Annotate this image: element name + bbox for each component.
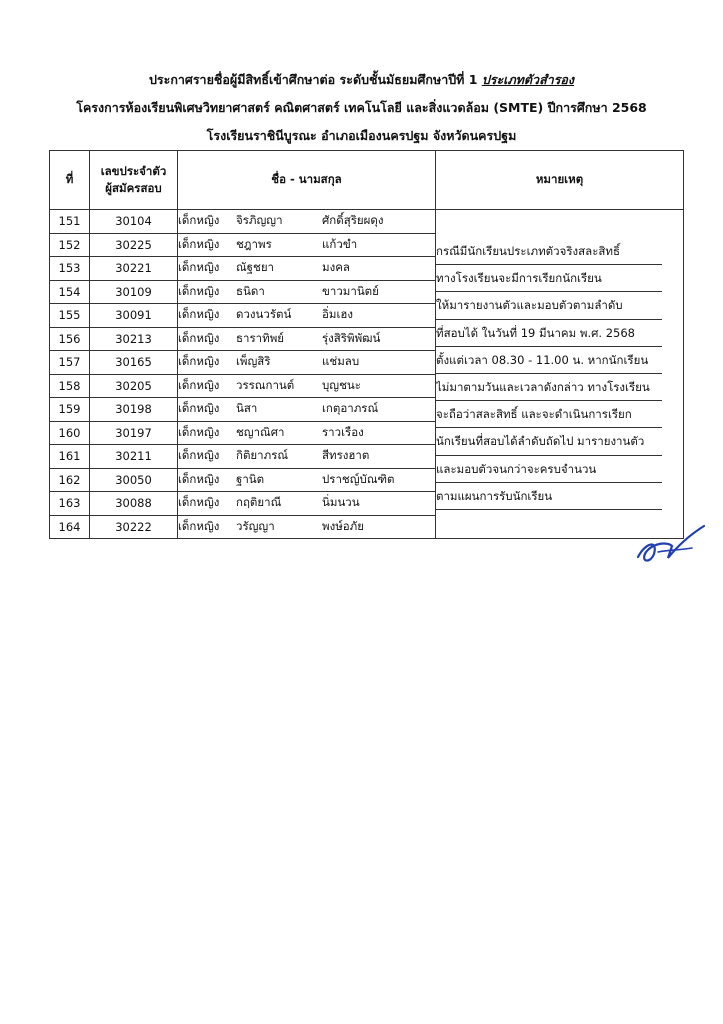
first-name: ฐานิต bbox=[236, 471, 265, 486]
remarks-cell bbox=[436, 210, 684, 539]
row-number: 154 bbox=[50, 280, 90, 304]
header-remarks: หมายเหตุ bbox=[436, 151, 684, 210]
header-applicant-id-line1: เลขประจำตัว bbox=[100, 163, 167, 178]
header-applicant-id-line2: ผู้สมัครสอบ bbox=[105, 181, 162, 195]
first-name: นิสา bbox=[236, 401, 258, 416]
school-title: โรงเรียนราชินีบูรณะ อำเภอเมืองนครปฐม จังหวัดนครปฐม bbox=[206, 128, 517, 143]
applicant-id: 30050 bbox=[90, 468, 178, 492]
reserve-category-label: ประเภทตัวสำรอง bbox=[481, 72, 575, 87]
table-row bbox=[50, 210, 684, 234]
header-number: ที่ bbox=[50, 151, 90, 210]
row-number: 153 bbox=[50, 257, 90, 281]
last-name: บุญชนะ bbox=[322, 377, 361, 392]
announcement-title bbox=[0, 70, 723, 90]
remarks-line: จะถือว่าสละสิทธิ์ และจะดำเนินการเรียก bbox=[436, 401, 662, 428]
first-name: ณัฐชยา bbox=[236, 260, 275, 275]
applicant-id: 30109 bbox=[90, 280, 178, 304]
first-name: ชฎาพร bbox=[236, 236, 272, 251]
last-name: มงคล bbox=[322, 260, 350, 275]
student-name bbox=[178, 374, 436, 398]
remarks-line: กรณีมีนักเรียนประเภทตัวจริงสละสิทธิ์ bbox=[436, 238, 662, 265]
last-name: อิ่มเฮง bbox=[322, 307, 354, 322]
applicant-id: 30225 bbox=[90, 233, 178, 257]
first-name: จิรภิญญา bbox=[236, 213, 283, 228]
table-header-row bbox=[50, 151, 684, 210]
name-title: เด็กหญิง bbox=[178, 377, 220, 392]
reserve-list-table bbox=[49, 150, 684, 539]
student-name bbox=[178, 351, 436, 375]
row-number: 151 bbox=[50, 210, 90, 234]
first-name: วรรณกานต์ bbox=[236, 377, 295, 392]
student-name bbox=[178, 492, 436, 516]
name-title: เด็กหญิง bbox=[178, 236, 220, 251]
row-number: 159 bbox=[50, 398, 90, 422]
applicant-id: 30222 bbox=[90, 515, 178, 539]
signature-icon bbox=[628, 512, 708, 572]
first-name: ชญาณิศา bbox=[236, 424, 285, 439]
first-name: กิติยาภรณ์ bbox=[236, 448, 289, 463]
row-number: 163 bbox=[50, 492, 90, 516]
remarks-line: ทางโรงเรียนจะมีการเรียกนักเรียน bbox=[436, 265, 662, 292]
name-title: เด็กหญิง bbox=[178, 283, 220, 298]
last-name: สีทรงฮาต bbox=[322, 448, 370, 463]
name-title: เด็กหญิง bbox=[178, 495, 220, 510]
remarks-line: นักเรียนที่สอบได้ลำดับถัดไป มารายงานตัว bbox=[436, 428, 662, 455]
student-name bbox=[178, 421, 436, 445]
name-title: เด็กหญิง bbox=[178, 307, 220, 322]
last-name: เกตุอาภรณ์ bbox=[322, 401, 379, 416]
student-name bbox=[178, 210, 436, 234]
first-name: กฤติยาณี bbox=[236, 495, 282, 510]
name-title: เด็กหญิง bbox=[178, 518, 220, 533]
applicant-id: 30088 bbox=[90, 492, 178, 516]
applicant-id: 30205 bbox=[90, 374, 178, 398]
last-name: ศักดิ์สุริยผดุง bbox=[322, 213, 384, 228]
student-name bbox=[178, 327, 436, 351]
applicant-id: 30198 bbox=[90, 398, 178, 422]
row-number: 162 bbox=[50, 468, 90, 492]
name-title: เด็กหญิง bbox=[178, 424, 220, 439]
name-title: เด็กหญิง bbox=[178, 354, 220, 369]
row-number: 157 bbox=[50, 351, 90, 375]
header-applicant-id bbox=[90, 151, 178, 210]
row-number: 164 bbox=[50, 515, 90, 539]
applicant-id: 30211 bbox=[90, 445, 178, 469]
remarks-line: ที่สอบได้ ในวันที่ 19 มีนาคม พ.ศ. 2568 bbox=[436, 320, 662, 347]
first-name: ธนิดา bbox=[236, 283, 265, 298]
last-name: ราวเรือง bbox=[322, 424, 364, 439]
name-title: เด็กหญิง bbox=[178, 471, 220, 486]
remarks-line: ตั้งแต่เวลา 08.30 - 11.00 น. หากนักเรียน bbox=[436, 347, 662, 374]
name-title: เด็กหญิง bbox=[178, 330, 220, 345]
last-name: ปราชญ์บัณฑิต bbox=[322, 471, 395, 486]
last-name: แก้วขำ bbox=[322, 236, 358, 251]
student-name bbox=[178, 445, 436, 469]
remarks-line: ไม่มาตามวันและเวลาดังกล่าว ทางโรงเรียน bbox=[436, 374, 662, 401]
first-name: ดวงนวรัตน์ bbox=[236, 307, 292, 322]
first-name: เพ็ญสิริ bbox=[236, 354, 271, 369]
applicant-id: 30213 bbox=[90, 327, 178, 351]
student-name bbox=[178, 257, 436, 281]
remarks-line: ให้มารายงานตัวและมอบตัวตามลำดับ bbox=[436, 292, 662, 319]
row-number: 160 bbox=[50, 421, 90, 445]
table-body bbox=[50, 210, 684, 539]
row-number: 152 bbox=[50, 233, 90, 257]
last-name: แช่มลบ bbox=[322, 354, 360, 369]
applicant-id: 30091 bbox=[90, 304, 178, 328]
row-number: 156 bbox=[50, 327, 90, 351]
student-name bbox=[178, 398, 436, 422]
row-number: 158 bbox=[50, 374, 90, 398]
remarks-line: และมอบตัวจนกว่าจะครบจำนวน bbox=[436, 456, 662, 483]
student-name bbox=[178, 304, 436, 328]
first-name: ธาราทิพย์ bbox=[236, 330, 285, 345]
remarks-line: ตามแผนการรับนักเรียน bbox=[436, 483, 662, 510]
student-name bbox=[178, 515, 436, 539]
last-name: ขาวมานิตย์ bbox=[322, 283, 379, 298]
student-name bbox=[178, 233, 436, 257]
row-number: 161 bbox=[50, 445, 90, 469]
applicant-id: 30104 bbox=[90, 210, 178, 234]
last-name: พงษ์อภัย bbox=[322, 518, 365, 533]
program-title: โครงการห้องเรียนพิเศษวิทยาศาสตร์ คณิตศาสตร์ เทคโนโลยี และสิ่งแวดล้อม (SMTE) ปีการศึกษา 2568 bbox=[76, 100, 647, 115]
first-name: วรัญญา bbox=[236, 518, 275, 533]
last-name: นิ่มนวน bbox=[322, 495, 360, 510]
header-full-name: ชื่อ - นามสกุล bbox=[178, 151, 436, 210]
last-name: รุ่งสิริพิพัฒน์ bbox=[322, 330, 381, 345]
name-title: เด็กหญิง bbox=[178, 213, 220, 228]
name-title: เด็กหญิง bbox=[178, 401, 220, 416]
student-name bbox=[178, 468, 436, 492]
row-number: 155 bbox=[50, 304, 90, 328]
applicant-id: 30165 bbox=[90, 351, 178, 375]
applicant-id: 30197 bbox=[90, 421, 178, 445]
announcement-title-text: ประกาศรายชื่อผู้มีสิทธิ์เข้าศึกษาต่อ ระดับชั้นมัธยมศึกษาปีที่ 1 bbox=[148, 72, 478, 87]
student-name bbox=[178, 280, 436, 304]
name-title: เด็กหญิง bbox=[178, 260, 220, 275]
name-title: เด็กหญิง bbox=[178, 448, 220, 463]
applicant-id: 30221 bbox=[90, 257, 178, 281]
